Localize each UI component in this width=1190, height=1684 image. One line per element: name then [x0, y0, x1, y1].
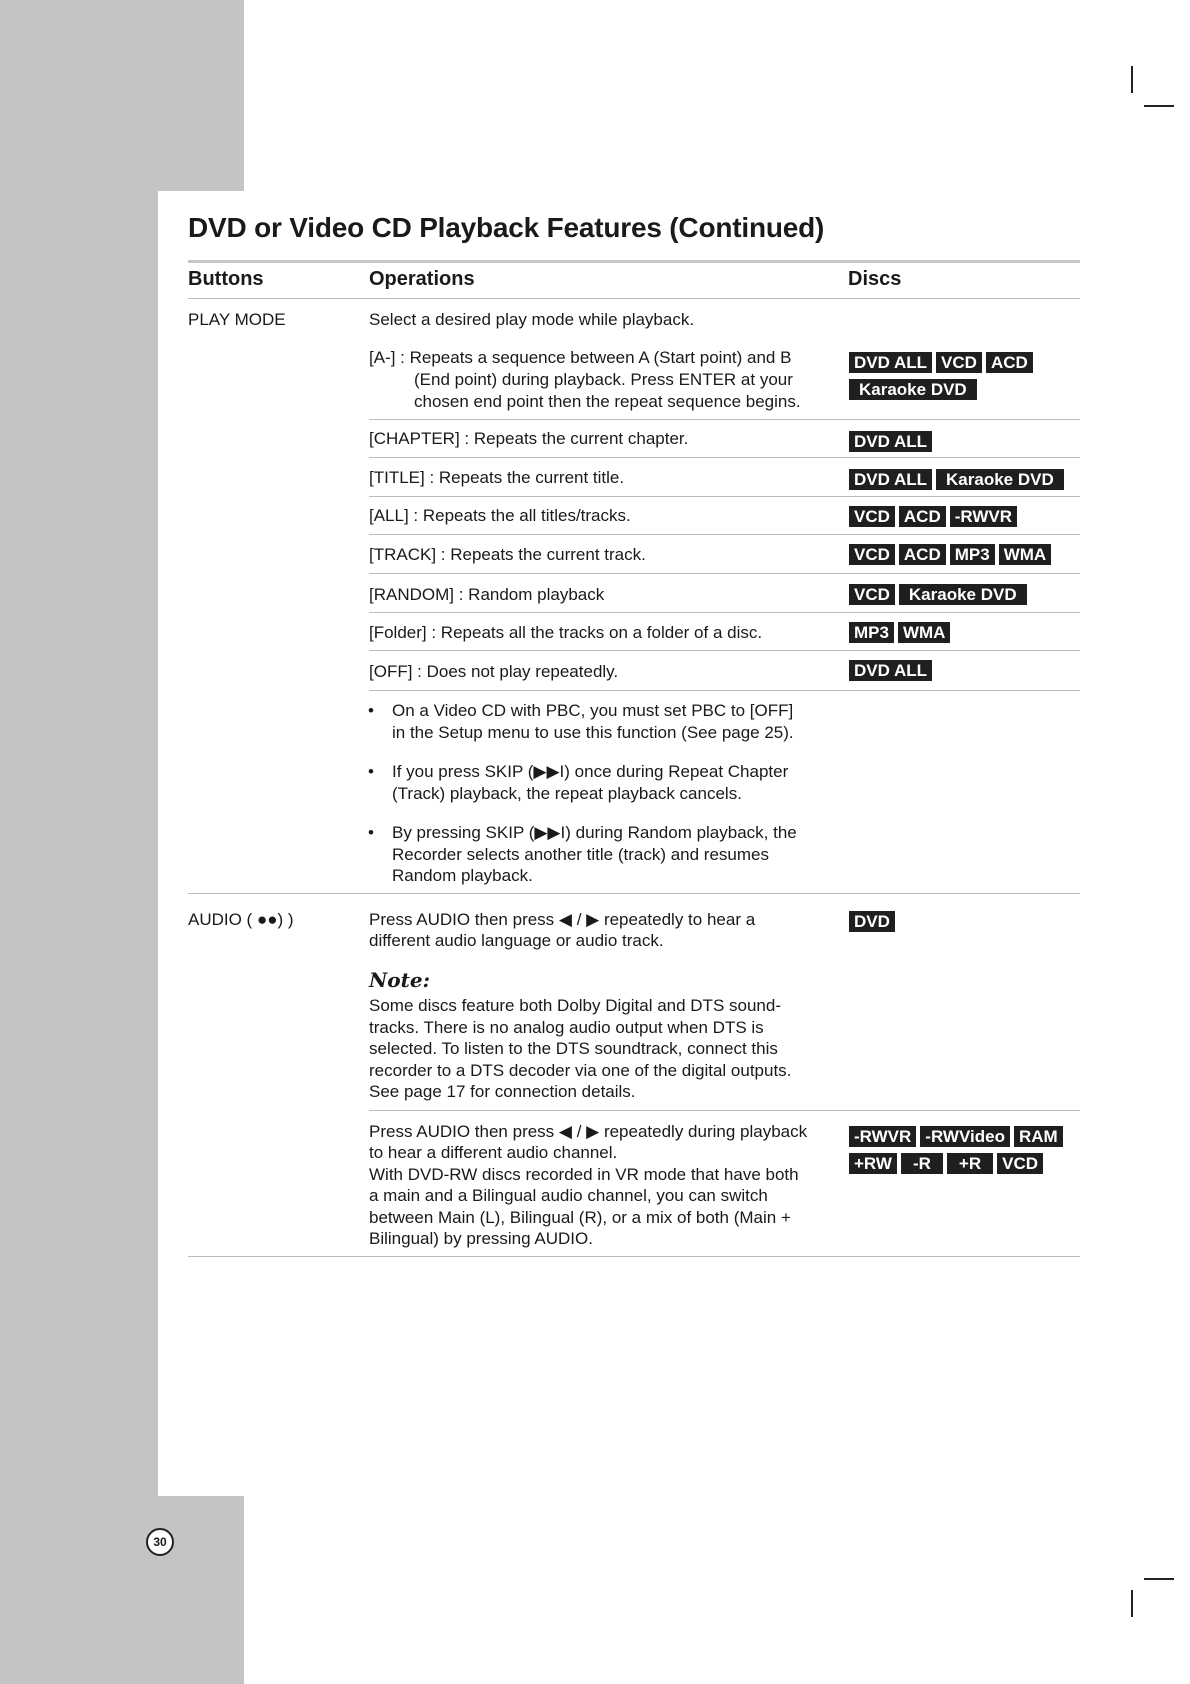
disc-badge: DVD ALL — [849, 660, 932, 681]
audio-op2-line-6: Bilingual) by pressing AUDIO. — [369, 1229, 593, 1248]
disc-badge: DVD ALL — [849, 352, 932, 373]
note-line: On a Video CD with PBC, you must set PBC to [OFF] — [392, 701, 794, 720]
note-line-5: See page 17 for connection details. — [369, 1082, 636, 1101]
audio-op2-line-5: between Main (L), Bilingual (R), or a mix of both (Main + — [369, 1208, 791, 1227]
disc-badge: MP3 — [950, 544, 995, 565]
disc-badge: DVD ALL — [849, 469, 932, 490]
disc-badge: Karaoke DVD — [899, 584, 1027, 605]
disc-badge: VCD — [936, 352, 982, 373]
note-line: Random playback. — [392, 866, 533, 885]
disc-badge: -RWVideo — [920, 1126, 1010, 1147]
note-line: Recorder selects another title (track) and resumes — [392, 844, 769, 864]
row-divider — [369, 534, 1080, 535]
option-chapter-discs — [849, 431, 1079, 458]
disc-badge: Karaoke DVD — [936, 469, 1064, 490]
note-title: Note: — [369, 968, 430, 992]
disc-badge: MP3 — [849, 622, 894, 643]
note-line-1: Some discs feature both Dolby Digital and DTS sound- — [369, 996, 781, 1015]
option-folder-discs — [849, 622, 1079, 649]
option-title: [TITLE] : Repeats the current title. — [369, 468, 625, 487]
page-number: 30 — [146, 1528, 174, 1556]
column-header-buttons: Buttons — [188, 268, 264, 290]
option-chapter: [CHAPTER] : Repeats the current chapter. — [369, 429, 689, 448]
option-random-discs — [849, 584, 1079, 611]
option-off: [OFF] : Does not play repeatedly. — [369, 662, 619, 681]
disc-badge: -RWVR — [849, 1126, 916, 1147]
disc-badge: Karaoke DVD — [849, 379, 977, 400]
row-divider — [369, 419, 1080, 420]
disc-badge: WMA — [999, 544, 1051, 565]
audio-op1-line-2: different audio language or audio track. — [369, 931, 664, 950]
note-line-4: recorder to a DTS decoder via one of the digital outputs. — [369, 1061, 792, 1080]
table-bottom-rule — [188, 1256, 1080, 1257]
row-divider — [369, 612, 1080, 613]
header-bottom-rule — [188, 298, 1080, 299]
play-mode-intro: Select a desired play mode while playback. — [369, 310, 695, 329]
crop-mark-top-horizontal — [1144, 105, 1174, 107]
note-line: in the Setup menu to use this function (See page 25). — [392, 722, 794, 742]
section-divider — [188, 893, 1080, 894]
row-divider — [369, 690, 1080, 691]
bullet-marker: • — [368, 762, 374, 781]
audio-op2-line-1: Press AUDIO then press ◀ / ▶ repeatedly during playback — [369, 1122, 808, 1141]
row-divider — [369, 1110, 1080, 1111]
crop-mark-top-vertical — [1131, 66, 1133, 93]
option-a-line-2: (End point) during playback. Press ENTER at your — [414, 370, 793, 389]
option-folder: [Folder] : Repeats all the tracks on a folder of a disc. — [369, 623, 763, 642]
row-divider — [369, 457, 1080, 458]
note-line: If you press SKIP (▶▶I) once during Repeat Chapter — [392, 762, 789, 781]
option-track-discs — [849, 544, 1079, 571]
row-divider — [369, 650, 1080, 651]
disc-badge: ACD — [899, 544, 946, 565]
disc-badge: +R — [947, 1153, 993, 1174]
audio-button-label: AUDIO ( ●●) ) — [188, 910, 294, 929]
disc-badge: -RWVR — [950, 506, 1017, 527]
option-a-line-3: chosen end point then the repeat sequence begins. — [414, 392, 801, 411]
column-header-operations: Operations — [369, 268, 475, 290]
row-divider — [369, 573, 1080, 574]
option-all-discs — [849, 506, 1079, 533]
disc-badge: DVD ALL — [849, 431, 932, 452]
header-top-rule — [188, 260, 1080, 263]
crop-mark-bottom-vertical — [1131, 1590, 1133, 1617]
page-margin-bottom — [0, 1496, 244, 1684]
disc-badge: VCD — [849, 584, 895, 605]
audio-op2-discs — [849, 1126, 1079, 1180]
option-all: [ALL] : Repeats the all titles/tracks. — [369, 506, 631, 525]
disc-badge: VCD — [997, 1153, 1043, 1174]
disc-badge: +RW — [849, 1153, 897, 1174]
disc-badge: VCD — [849, 506, 895, 527]
audio-op1-discs — [849, 911, 1079, 938]
disc-badge: RAM — [1014, 1126, 1063, 1147]
option-random: [RANDOM] : Random playback — [369, 585, 605, 604]
disc-badge: DVD — [849, 911, 895, 932]
option-a-discs — [849, 352, 1079, 406]
audio-op2-line-2: to hear a different audio channel. — [369, 1143, 618, 1162]
disc-badge: WMA — [898, 622, 950, 643]
option-a-line-1: [A-] : Repeats a sequence between A (Start point) and B — [369, 348, 792, 367]
audio-op2-line-4: a main and a Bilingual audio channel, you can switch — [369, 1186, 768, 1205]
disc-badge: VCD — [849, 544, 895, 565]
page-title: DVD or Video CD Playback Features (Continued) — [188, 212, 825, 243]
row-divider — [369, 496, 1080, 497]
bullet-marker: • — [368, 823, 374, 842]
note-line-3: selected. To listen to the DTS soundtrack, connect this — [369, 1039, 778, 1058]
play-mode-button-label: PLAY MODE — [188, 310, 286, 329]
bullet-marker: • — [368, 701, 374, 720]
page-margin-left — [0, 191, 158, 1496]
audio-op2-line-3: With DVD-RW discs recorded in VR mode that have both — [369, 1165, 799, 1184]
option-off-discs — [849, 660, 1079, 687]
crop-mark-bottom-horizontal — [1144, 1578, 1174, 1580]
note-line: By pressing SKIP (▶▶I) during Random playback, the — [392, 823, 797, 842]
option-track: [TRACK] : Repeats the current track. — [369, 545, 646, 564]
option-title-discs — [849, 469, 1079, 496]
audio-op1-line-1: Press AUDIO then press ◀ / ▶ repeatedly to hear a — [369, 910, 756, 929]
column-header-discs: Discs — [848, 268, 902, 290]
page-margin-top — [0, 0, 244, 191]
note-line-2: tracks. There is no analog audio output when DTS is — [369, 1018, 764, 1037]
disc-badge: ACD — [899, 506, 946, 527]
disc-badge: ACD — [986, 352, 1033, 373]
disc-badge: -R — [901, 1153, 943, 1174]
note-line: (Track) playback, the repeat playback cancels. — [392, 783, 742, 803]
